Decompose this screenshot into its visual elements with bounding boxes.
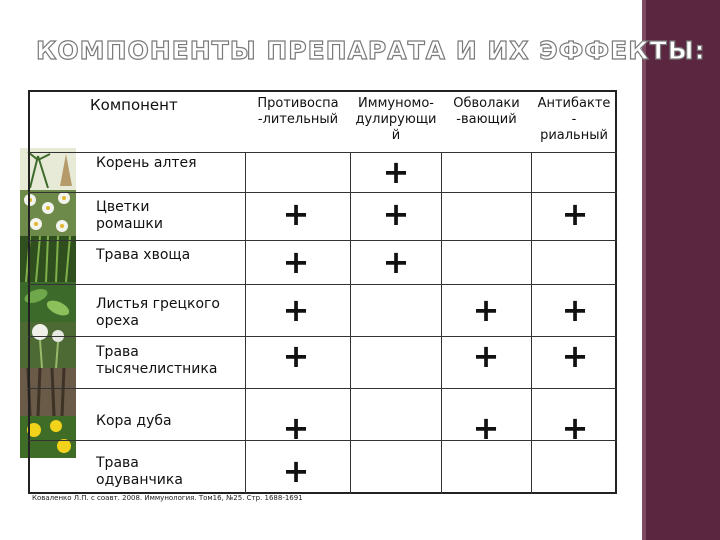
- row-divider: [28, 284, 617, 285]
- effects-table: [28, 90, 617, 494]
- column-divider: [441, 152, 442, 494]
- source-footnote: Коваленко Л.П. с соавт. 2008. Иммунология. Том16, №25. Стр. 1688-1691: [32, 494, 303, 502]
- row-divider: [28, 336, 617, 337]
- right-decorative-bar: [642, 0, 720, 540]
- plus-mark: +: [282, 291, 310, 329]
- row-label-marshmallow-root: Корень алтея: [96, 155, 197, 171]
- plus-mark: +: [472, 291, 500, 329]
- header-enveloping: Обволаки -вающий: [453, 96, 520, 127]
- header-antibacterial: Антибакте - риальный: [537, 96, 611, 143]
- row-divider: [28, 152, 617, 153]
- plus-mark: +: [382, 195, 410, 233]
- column-divider: [350, 152, 351, 494]
- plus-mark: +: [282, 452, 310, 490]
- plus-mark: +: [472, 337, 500, 375]
- row-label-oak-bark: Кора дуба: [96, 413, 172, 429]
- row-label-dandelion: Трава одуванчика: [96, 455, 183, 488]
- plus-mark: +: [561, 195, 589, 233]
- plus-mark: +: [561, 291, 589, 329]
- column-divider: [531, 152, 532, 494]
- row-label-chamomile: Цветки ромашки: [96, 199, 163, 232]
- plus-mark: +: [382, 153, 410, 191]
- row-label-yarrow: Трава тысячелистника: [96, 344, 218, 377]
- plus-mark: +: [282, 195, 310, 233]
- row-label-horsetail: Трава хвоща: [96, 247, 191, 263]
- slide-title: КОМПОНЕНТЫ ПРЕПАРАТА И ИХ ЭФФЕКТЫ:: [36, 36, 706, 65]
- plus-mark: +: [472, 409, 500, 447]
- column-divider: [245, 152, 246, 494]
- row-divider: [28, 192, 617, 193]
- header-antispasmodic: Противоспа -лительный: [257, 96, 339, 127]
- bar-stripe: [642, 0, 646, 540]
- plus-mark: +: [282, 337, 310, 375]
- header-immunomodulating: Иммуномо- дулирующи й: [355, 96, 437, 143]
- plus-mark: +: [561, 409, 589, 447]
- row-divider: [28, 240, 617, 241]
- row-divider: [28, 388, 617, 389]
- plus-mark: +: [561, 337, 589, 375]
- plus-mark: +: [382, 243, 410, 281]
- header-component: Компонент: [90, 96, 178, 114]
- plus-mark: +: [282, 243, 310, 281]
- row-label-walnut: Листья грецкого ореха: [96, 296, 220, 329]
- plus-mark: +: [282, 409, 310, 447]
- row-divider: [28, 440, 617, 441]
